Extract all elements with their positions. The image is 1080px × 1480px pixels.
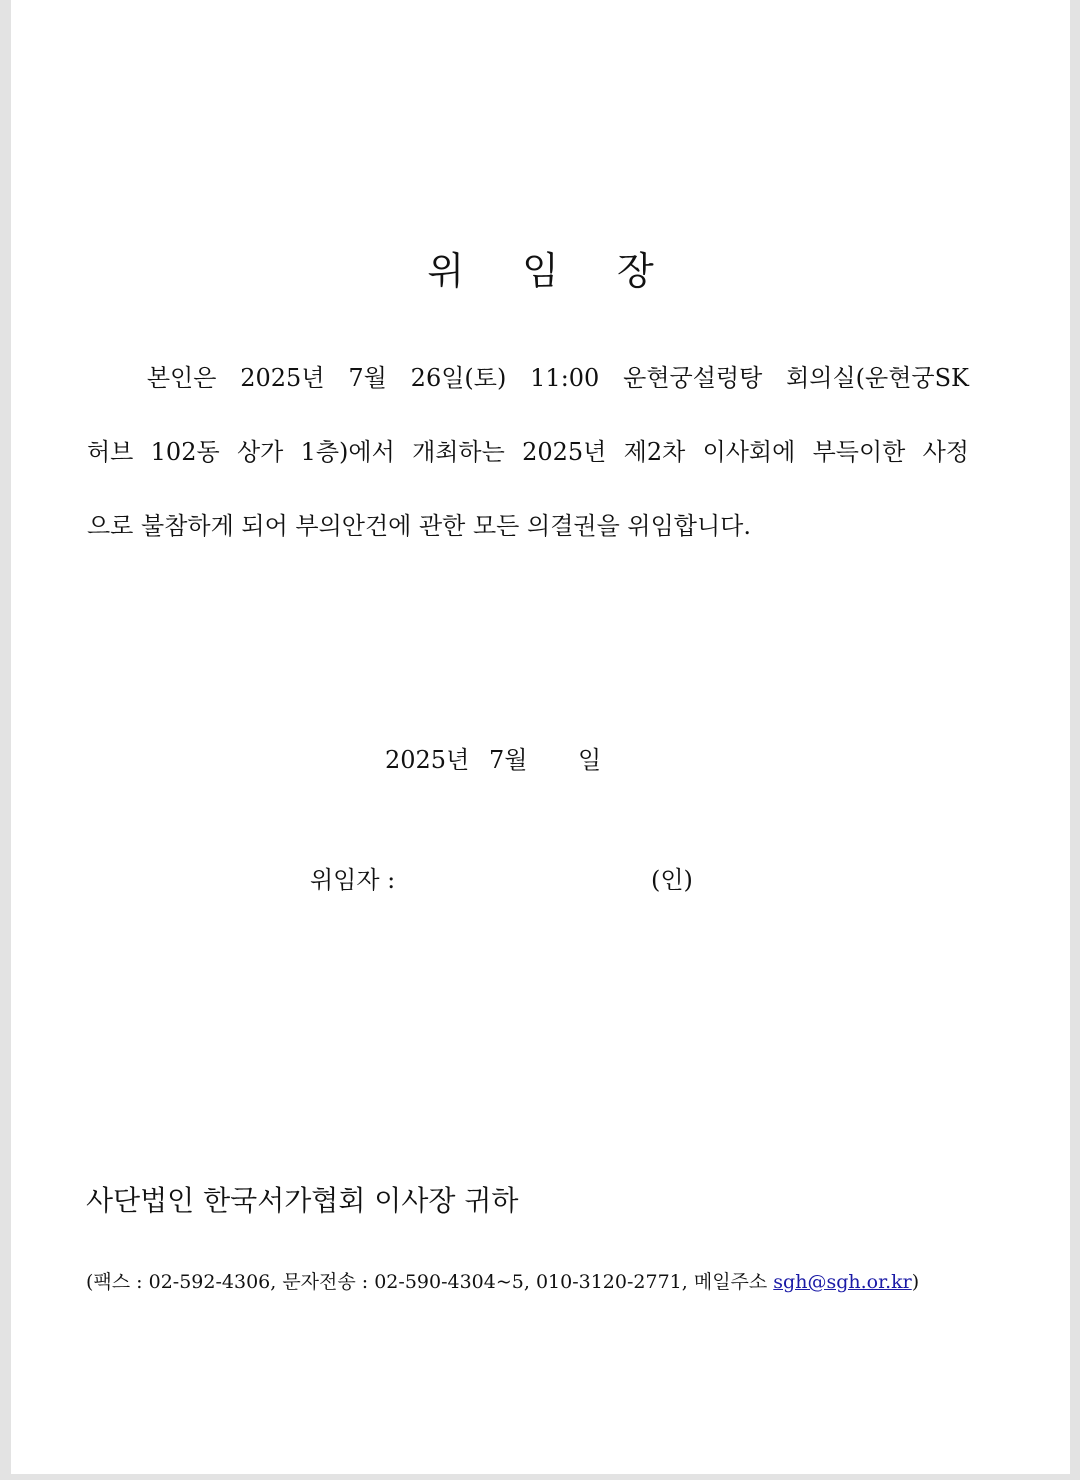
title-char: 임 — [522, 249, 559, 294]
body-line-2 — [87, 436, 969, 468]
body-word: 으로 — [87, 512, 134, 540]
body-word: 되어 — [241, 512, 288, 540]
body-word: 사정 — [922, 438, 969, 466]
body-word: 26일(토) — [410, 364, 507, 392]
body-word: 허브 — [87, 438, 134, 466]
body-word: 운현궁설렁탕 — [623, 364, 763, 392]
body-word: 의결권을 — [527, 512, 620, 540]
contact-info — [86, 1268, 919, 1296]
body-word: 2025년 — [522, 438, 607, 466]
signer-label: 위임자 : — [310, 866, 396, 894]
body-word: 102동 — [150, 438, 220, 466]
body-word: 2025년 — [240, 364, 325, 392]
body-word: 상가 — [236, 438, 284, 466]
contact-text: 팩스 : 02-592-4306, 문자전송 : 02-590-4304~5, 010-3120-2771, 메일주소 — [93, 1271, 774, 1293]
title-char: 위 — [427, 249, 465, 294]
body-word: 제2차 — [623, 438, 686, 466]
body-word: 관한 — [418, 512, 466, 540]
contact-close-paren: ) — [911, 1271, 920, 1293]
body-word: 본인은 — [146, 364, 217, 392]
date-year: 2025년 — [385, 746, 470, 774]
body-word: 부의안건에 — [295, 512, 412, 540]
body-word: 모든 — [473, 512, 520, 540]
body-word: 1층)에서 — [300, 438, 395, 466]
title-char: 장 — [616, 249, 654, 294]
document-title — [11, 247, 1070, 295]
body-word: 회의실(운현궁SK — [786, 364, 969, 392]
body-word: 위임합니다. — [627, 512, 751, 540]
recipient-line: 사단법인 한국서가협회 이사장 귀하 — [86, 1184, 519, 1217]
body-word: 불참하게 — [141, 512, 234, 540]
email-link[interactable]: sgh@sgh.or.kr — [773, 1271, 912, 1293]
body-word: 7월 — [348, 364, 387, 392]
contact-open-paren: ( — [86, 1271, 94, 1293]
body-word: 이사회에 — [702, 438, 796, 466]
body-word: 부득이한 — [812, 438, 906, 466]
date-month: 7월 — [489, 746, 528, 774]
document-page — [11, 0, 1070, 1474]
seal-mark: (인) — [651, 866, 693, 894]
body-word: 개최하는 — [412, 438, 505, 466]
body-line-3 — [87, 510, 969, 542]
body-line-1 — [87, 362, 969, 394]
date-day: 일 — [578, 746, 602, 774]
body-word: 11:00 — [530, 364, 600, 392]
